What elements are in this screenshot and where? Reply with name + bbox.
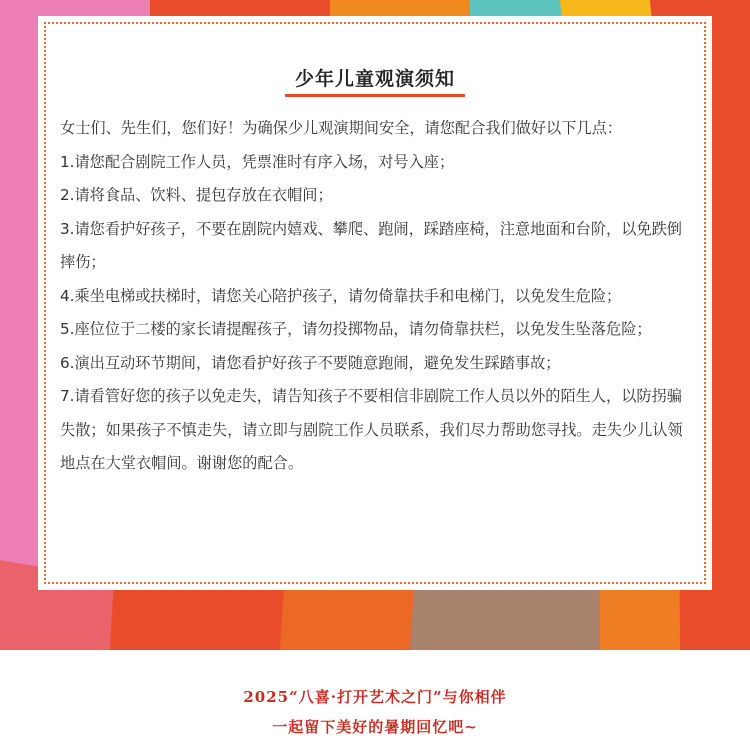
notice-item-4: 4.乘坐电梯或扶梯时，请您关心陪护孩子，请勿倚靠扶手和电梯门，以免发生危险； <box>60 286 622 305</box>
notice-title: 少年儿童观演须知 <box>294 68 455 90</box>
notice-body <box>60 112 690 481</box>
footer-line-2: 一起留下美好的暑期回忆吧~ <box>272 718 478 736</box>
notice-item-3: 3.请您看护好孩子，不要在剧院内嬉戏、攀爬、跑闹，踩踏座椅，注意地面和台阶，以免跌倒摔伤； <box>60 219 682 271</box>
notice-item-6: 6.演出互动环节期间，请您看护好孩子不要随意跑闹，避免发生踩踏事故； <box>60 353 561 372</box>
notice-item-7: 7.请看管好您的孩子以免走失，请告知孩子不要相信非剧院工作人员以外的陌生人，以防拐骗失散；如果孩子不慎走失，请立即与剧院工作人员联系，我们尽力帮助您寻找。走失少儿认领地点在大堂衣帽间。谢谢您的配合。 <box>60 387 683 472</box>
notice-intro: 女士们、先生们，您们好！为确保少儿观演期间安全，请您配合我们做好以下几点： <box>60 119 622 137</box>
notice-item-5: 5.座位位于二楼的家长请提醒孩子，请勿投掷物品，请勿倚靠扶栏，以免发生坠落危险； <box>60 320 652 338</box>
notice-card <box>38 16 712 590</box>
title-underline <box>285 94 465 97</box>
notice-item-1: 1.请您配合剧院工作人员，凭票准时有序入场，对号入座； <box>60 152 455 171</box>
notice-item-2: 2.请将食品、饮料、提包存放在衣帽间； <box>60 186 333 204</box>
footer-line-1: 2025“八喜·打开艺术之门”与你相伴 <box>243 688 507 706</box>
footer <box>0 650 750 752</box>
